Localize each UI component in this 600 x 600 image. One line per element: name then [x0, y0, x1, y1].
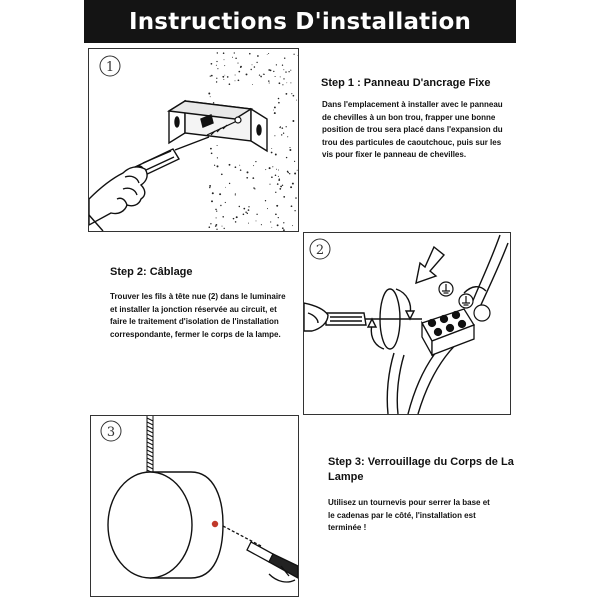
braid-strand — [147, 426, 153, 429]
dust-speck — [269, 82, 270, 83]
dust-speck — [286, 126, 287, 127]
dust-speck — [234, 52, 235, 53]
dust-speck — [252, 84, 253, 85]
dust-speck — [276, 64, 277, 65]
dust-speck — [282, 127, 284, 129]
dust-speck — [221, 173, 223, 175]
dust-speck — [274, 112, 276, 114]
dust-speck — [278, 170, 279, 171]
dust-speck — [215, 209, 217, 211]
dust-speck — [272, 166, 273, 167]
dust-speck — [265, 169, 266, 170]
dust-speck — [249, 53, 251, 55]
dust-speck — [225, 187, 226, 188]
braid-strand — [147, 454, 153, 457]
dust-speck — [220, 205, 221, 206]
dust-speck — [281, 134, 282, 135]
dust-speck — [223, 79, 224, 80]
dust-speck — [243, 208, 245, 210]
dust-speck — [293, 54, 294, 55]
braid-strand — [147, 442, 153, 445]
page-title: Instructions D'installation — [84, 0, 516, 43]
dust-speck — [217, 165, 219, 167]
dust-speck — [277, 183, 279, 185]
dust-speck — [290, 70, 291, 71]
dust-speck — [283, 222, 284, 223]
dust-speck — [223, 52, 225, 54]
dust-speck — [256, 220, 257, 221]
dust-speck — [239, 165, 240, 166]
braid-strand — [147, 466, 153, 469]
dust-speck — [246, 177, 248, 179]
dust-speck — [243, 213, 245, 215]
braid-strand — [147, 422, 153, 425]
dust-speck — [289, 147, 290, 148]
dust-speck — [271, 148, 272, 149]
svg-text:1: 1 — [105, 60, 115, 75]
dust-speck — [237, 63, 238, 64]
step2-drawing — [304, 233, 510, 414]
dust-speck — [288, 71, 289, 72]
dust-speck — [251, 69, 252, 70]
dust-speck — [291, 205, 293, 207]
dust-speck — [208, 93, 210, 95]
dust-speck — [256, 62, 257, 63]
dust-speck — [260, 76, 262, 78]
dust-speck — [270, 221, 271, 222]
dust-speck — [279, 82, 281, 84]
dust-speck — [216, 217, 217, 218]
dust-speck — [286, 82, 287, 83]
screwdriver — [223, 526, 298, 582]
braid-strand — [147, 434, 153, 437]
dust-speck — [217, 145, 218, 146]
dust-speck — [273, 110, 274, 111]
dust-speck — [245, 211, 246, 212]
dust-speck — [284, 57, 285, 58]
dust-speck — [216, 229, 217, 230]
dust-speck — [286, 93, 288, 95]
dust-speck — [294, 173, 296, 175]
braid-strand — [147, 430, 153, 433]
dust-speck — [255, 161, 256, 162]
dust-speck — [286, 157, 287, 158]
dust-speck — [279, 188, 281, 190]
dust-speck — [229, 164, 231, 166]
step2-title: Step 2: Câblage — [110, 266, 193, 278]
dust-speck — [209, 187, 210, 188]
dust-speck — [280, 186, 282, 188]
dust-speck — [216, 81, 217, 82]
dust-speck — [291, 93, 292, 94]
dust-speck — [248, 209, 250, 211]
dust-speck — [217, 52, 218, 53]
dust-speck — [297, 55, 298, 56]
dust-speck — [248, 223, 249, 224]
dust-speck — [268, 53, 269, 54]
dust-speck — [247, 213, 248, 214]
dust-speck — [280, 126, 281, 127]
dust-speck — [277, 224, 279, 226]
dust-speck — [296, 100, 297, 101]
dust-speck — [224, 65, 225, 66]
braid-strand — [147, 418, 153, 421]
dust-speck — [227, 76, 229, 78]
dust-speck — [256, 214, 257, 215]
dust-speck — [216, 78, 217, 79]
direction-arrow-icon — [416, 247, 444, 283]
step1-illustration — [88, 48, 299, 232]
dust-speck — [216, 210, 217, 211]
dust-speck — [214, 165, 215, 166]
dust-speck — [254, 66, 256, 68]
step2-illustration — [303, 232, 511, 415]
screwdriver — [304, 303, 422, 331]
svg-text:2: 2 — [315, 243, 325, 258]
dust-speck — [290, 186, 292, 188]
dust-speck — [282, 84, 283, 85]
step3-title: Step 3: Verrouillage du Corps de La Lampe — [328, 456, 514, 483]
svg-text:3: 3 — [106, 425, 116, 440]
dust-speck — [283, 69, 284, 70]
dust-speck — [210, 76, 211, 77]
dust-speck — [273, 71, 274, 72]
hand — [89, 167, 147, 231]
dust-speck — [289, 173, 290, 174]
dust-speck — [248, 206, 249, 207]
dust-speck — [235, 221, 237, 223]
lock-screw-hole — [213, 522, 218, 527]
dust-speck — [294, 210, 295, 211]
dust-speck — [212, 192, 214, 194]
dust-speck — [274, 135, 275, 136]
dust-speck — [240, 67, 241, 68]
dust-speck — [209, 185, 211, 187]
braid-strand — [147, 458, 153, 461]
step1-title: Step 1 : Panneau D'ancrage Fixe — [321, 77, 491, 89]
dust-speck — [264, 74, 265, 75]
step1-drawing — [89, 49, 298, 231]
dust-speck — [252, 64, 253, 65]
dust-speck — [211, 200, 213, 202]
dust-speck — [224, 75, 225, 76]
dust-speck — [278, 217, 279, 218]
dust-speck — [270, 70, 272, 72]
dust-speck — [229, 183, 230, 184]
step3-drawing — [91, 416, 298, 596]
dust-speck — [211, 152, 213, 154]
step1-description: Dans l'emplacement à installer avec le panneau de chevilles à un bon trou, frapper une bonne position de trou sera placé dans l'expansion du trou des particules de caoutchouc, puis sur les vis pour fixer le panneau de chevilles. — [322, 100, 503, 160]
dust-speck — [225, 202, 226, 203]
dust-speck — [289, 149, 291, 151]
dust-speck — [293, 95, 295, 97]
dust-speck — [240, 169, 242, 171]
dust-speck — [278, 176, 279, 177]
dust-speck — [236, 216, 238, 218]
dust-speck — [287, 171, 289, 173]
dust-speck — [238, 71, 240, 73]
dust-speck — [274, 106, 276, 108]
dust-speck — [235, 75, 236, 76]
dust-speck — [211, 75, 213, 77]
dust-speck — [265, 200, 266, 201]
braid-strand — [147, 462, 153, 465]
braid-strand — [147, 446, 153, 449]
dust-speck — [285, 71, 286, 72]
dust-speck — [239, 206, 240, 207]
dust-speck — [210, 96, 211, 97]
dust-speck — [276, 205, 278, 207]
dust-speck — [275, 192, 276, 193]
dust-speck — [282, 185, 283, 186]
dust-speck — [216, 65, 217, 66]
dust-speck — [278, 98, 280, 100]
dust-speck — [275, 154, 277, 156]
dust-speck — [211, 63, 213, 65]
terminal-block — [422, 309, 474, 355]
mounting-bracket — [169, 101, 267, 151]
dust-speck — [233, 218, 235, 220]
dust-speck — [279, 127, 280, 128]
dust-speck — [280, 76, 281, 77]
dust-speck — [224, 59, 225, 60]
dust-speck — [224, 228, 225, 229]
dust-speck — [271, 227, 272, 228]
braided-cord — [147, 416, 153, 473]
dust-speck — [235, 193, 236, 194]
step3-illustration — [90, 415, 299, 597]
braid-strand — [147, 438, 153, 441]
dust-speck — [257, 55, 259, 57]
dust-speck — [267, 208, 268, 209]
dust-speck — [287, 136, 288, 137]
dust-speck — [283, 196, 285, 198]
dust-speck — [267, 54, 268, 55]
dust-speck — [235, 194, 236, 195]
dust-speck — [283, 229, 285, 231]
step2-description: Trouver les fils à tête nue (2) dans le luminaire et installer la jonction réservée au circuit, et faire le traitement d'isolation de l'installation correspondante, fermer le corps de la lampe. — [110, 292, 286, 339]
lamp-body — [108, 472, 223, 578]
dust-speck — [282, 227, 284, 229]
dust-speck — [275, 76, 276, 77]
dust-speck — [254, 188, 255, 189]
dust-speck — [235, 58, 237, 60]
dust-speck — [252, 177, 254, 179]
dust-speck — [275, 213, 277, 215]
dust-speck — [297, 170, 298, 171]
dust-speck — [268, 80, 269, 81]
dust-speck — [238, 79, 240, 81]
dust-speck — [222, 216, 224, 218]
dust-speck — [235, 166, 237, 168]
dust-speck — [217, 68, 218, 69]
dust-speck — [269, 184, 270, 185]
dust-speck — [222, 226, 223, 227]
dust-speck — [269, 167, 271, 169]
dust-speck — [210, 148, 212, 150]
dust-speck — [253, 165, 254, 166]
dust-speck — [271, 152, 273, 154]
dust-speck — [275, 174, 277, 176]
dust-speck — [219, 193, 221, 195]
braid-strand — [147, 450, 153, 453]
dust-speck — [292, 183, 294, 185]
dust-speck — [216, 224, 218, 226]
dust-speck — [216, 61, 217, 62]
step3-description: Utilisez un tournevis pour serrer la base et le cadenas par le côté, l'installation est terminée ! — [328, 498, 490, 533]
dust-speck — [271, 176, 273, 178]
dust-speck — [232, 57, 233, 58]
dust-speck — [278, 179, 280, 181]
dust-speck — [282, 65, 283, 66]
dust-speck — [246, 73, 248, 75]
dust-speck — [294, 161, 295, 162]
dust-speck — [229, 83, 231, 85]
dust-speck — [259, 74, 260, 75]
dust-speck — [235, 80, 236, 81]
dust-speck — [290, 82, 291, 83]
dust-speck — [210, 223, 211, 224]
dust-speck — [247, 171, 249, 173]
dust-speck — [295, 197, 297, 199]
dust-speck — [209, 226, 211, 228]
dust-speck — [283, 133, 284, 134]
dust-speck — [217, 157, 218, 158]
dust-speck — [292, 120, 294, 122]
dust-speck — [222, 76, 224, 78]
dust-speck — [276, 169, 277, 170]
dust-speck — [261, 224, 262, 225]
dust-speck — [278, 102, 280, 104]
dust-speck — [213, 102, 214, 103]
dust-speck — [283, 78, 284, 79]
dust-speck — [292, 225, 293, 226]
